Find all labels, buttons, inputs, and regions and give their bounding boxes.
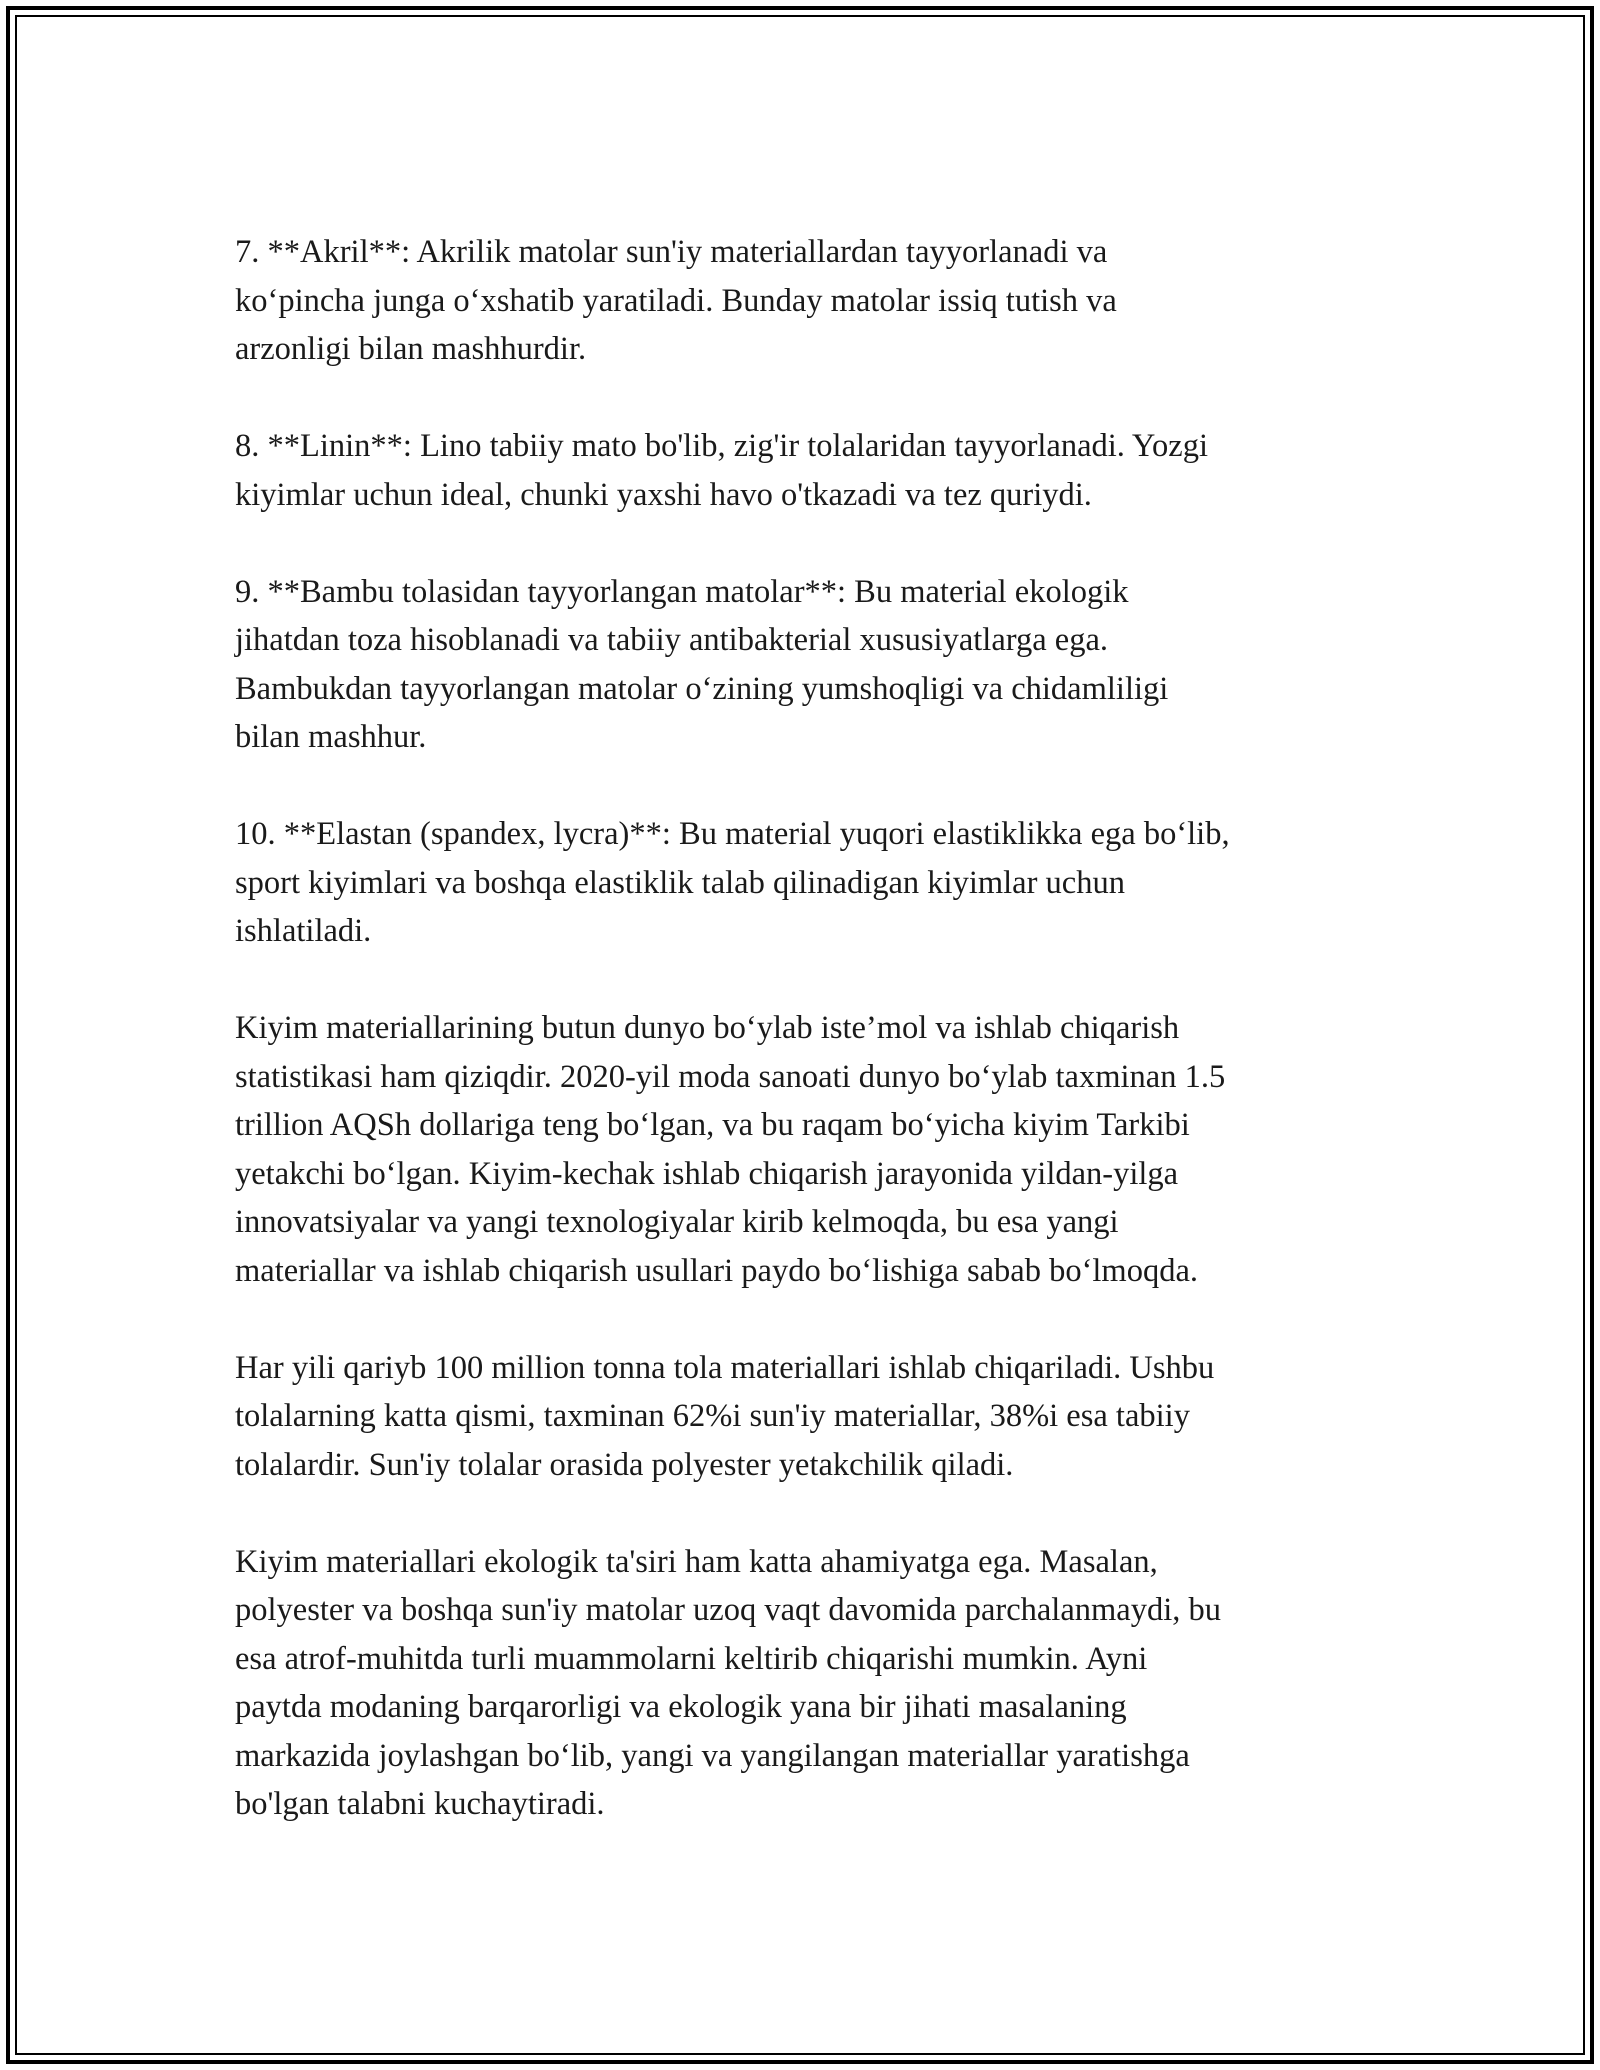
text-line: innovatsiyalar va yangi texnologiyalar kirib kelmoqda, bu esa yangi <box>235 1204 1119 1240</box>
paragraph-bambu <box>235 568 1375 762</box>
text-line: yetakchi bo‘lgan. Kiyim-kechak ishlab chiqarish jarayonida yildan-yilga <box>235 1155 1179 1192</box>
text-line: materiallar va ishlab chiqarish usullari paydo bo‘lishiga sabab bo‘lmoqda. <box>235 1252 1199 1289</box>
document-body <box>235 228 1375 1829</box>
text-line: ishlatiladi. <box>235 913 372 949</box>
paragraph-akril <box>235 228 1375 374</box>
paragraph-linin <box>235 422 1375 519</box>
text-line: ko‘pincha junga o‘xshatib yaratiladi. Bunday matolar issiq tutish va <box>235 282 1117 319</box>
text-line: arzonligi bilan mashhurdir. <box>235 331 587 367</box>
text-line: 9. **Bambu tolasidan tayyorlangan matolar**: Bu material ekologik <box>235 573 1129 610</box>
text-line: Kiyim materiallarining butun dunyo bo‘ylab iste’mol va ishlab chiqarish <box>235 1010 1180 1046</box>
text-line: Har yili qariyb 100 million tonna tola materiallari ishlab chiqariladi. Ushbu <box>235 1349 1215 1386</box>
text-line: paytda modaning barqarorligi va ekologik yana bir jihati masalaning <box>235 1689 1127 1725</box>
text-line: tolalardir. Sun'iy tolalar orasida polyester yetakchilik qiladi. <box>235 1446 1014 1483</box>
text-line: esa atrof-muhitda turli muammolarni keltirib chiqarishi mumkin. Ayni <box>235 1640 1148 1677</box>
paragraph-ekologiya <box>235 1538 1375 1829</box>
text-line: Kiyim materiallari ekologik ta'siri ham katta ahamiyatga ega. Masalan, <box>235 1543 1158 1580</box>
text-line: Bambukdan tayyorlangan matolar o‘zining yumshoqligi va chidamliligi <box>235 670 1169 707</box>
paragraph-statistika <box>235 1004 1375 1295</box>
text-line: bilan mashhur. <box>235 719 427 755</box>
text-line: bo'lgan talabni kuchaytiradi. <box>235 1786 605 1822</box>
paragraph-tola-hajmi <box>235 1344 1375 1490</box>
text-line: statistikasi ham qiziqdir. 2020-yil moda sanoati dunyo bo‘ylab taxminan 1.5 <box>235 1058 1226 1095</box>
paragraph-elastan <box>235 810 1375 956</box>
text-line: 7. **Akril**: Akrilik matolar sun'iy materiallardan tayyorlanadi va <box>235 234 1108 270</box>
text-line: 8. **Linin**: Lino tabiiy mato bo'lib, zig'ir tolalaridan tayyorlanadi. Yozgi <box>235 428 1209 464</box>
text-line: trillion AQSh dollariga teng bo‘lgan, va bu raqam bo‘yicha kiyim Tarkibi <box>235 1107 1190 1143</box>
text-line: tolalarning katta qismi, taxminan 62%i sun'iy materiallar, 38%i esa tabiiy <box>235 1398 1190 1434</box>
text-line: 10. **Elastan (spandex, lycra)**: Bu material yuqori elastiklikka ega bo‘lib, <box>235 816 1230 852</box>
text-line: polyester va boshqa sun'iy matolar uzoq vaqt davomida parchalanmaydi, bu <box>235 1592 1221 1628</box>
text-line: jihatdan toza hisoblanadi va tabiiy antibakterial xususiyatlarga ega. <box>235 622 1109 658</box>
text-line: kiyimlar uchun ideal, chunki yaxshi havo o'tkazadi va tez quriydi. <box>235 476 1092 513</box>
text-line: sport kiyimlari va boshqa elastiklik talab qilinadigan kiyimlar uchun <box>235 864 1125 901</box>
text-line: markazida joylashgan bo‘lib, yangi va yangilangan materiallar yaratishga <box>235 1737 1190 1774</box>
